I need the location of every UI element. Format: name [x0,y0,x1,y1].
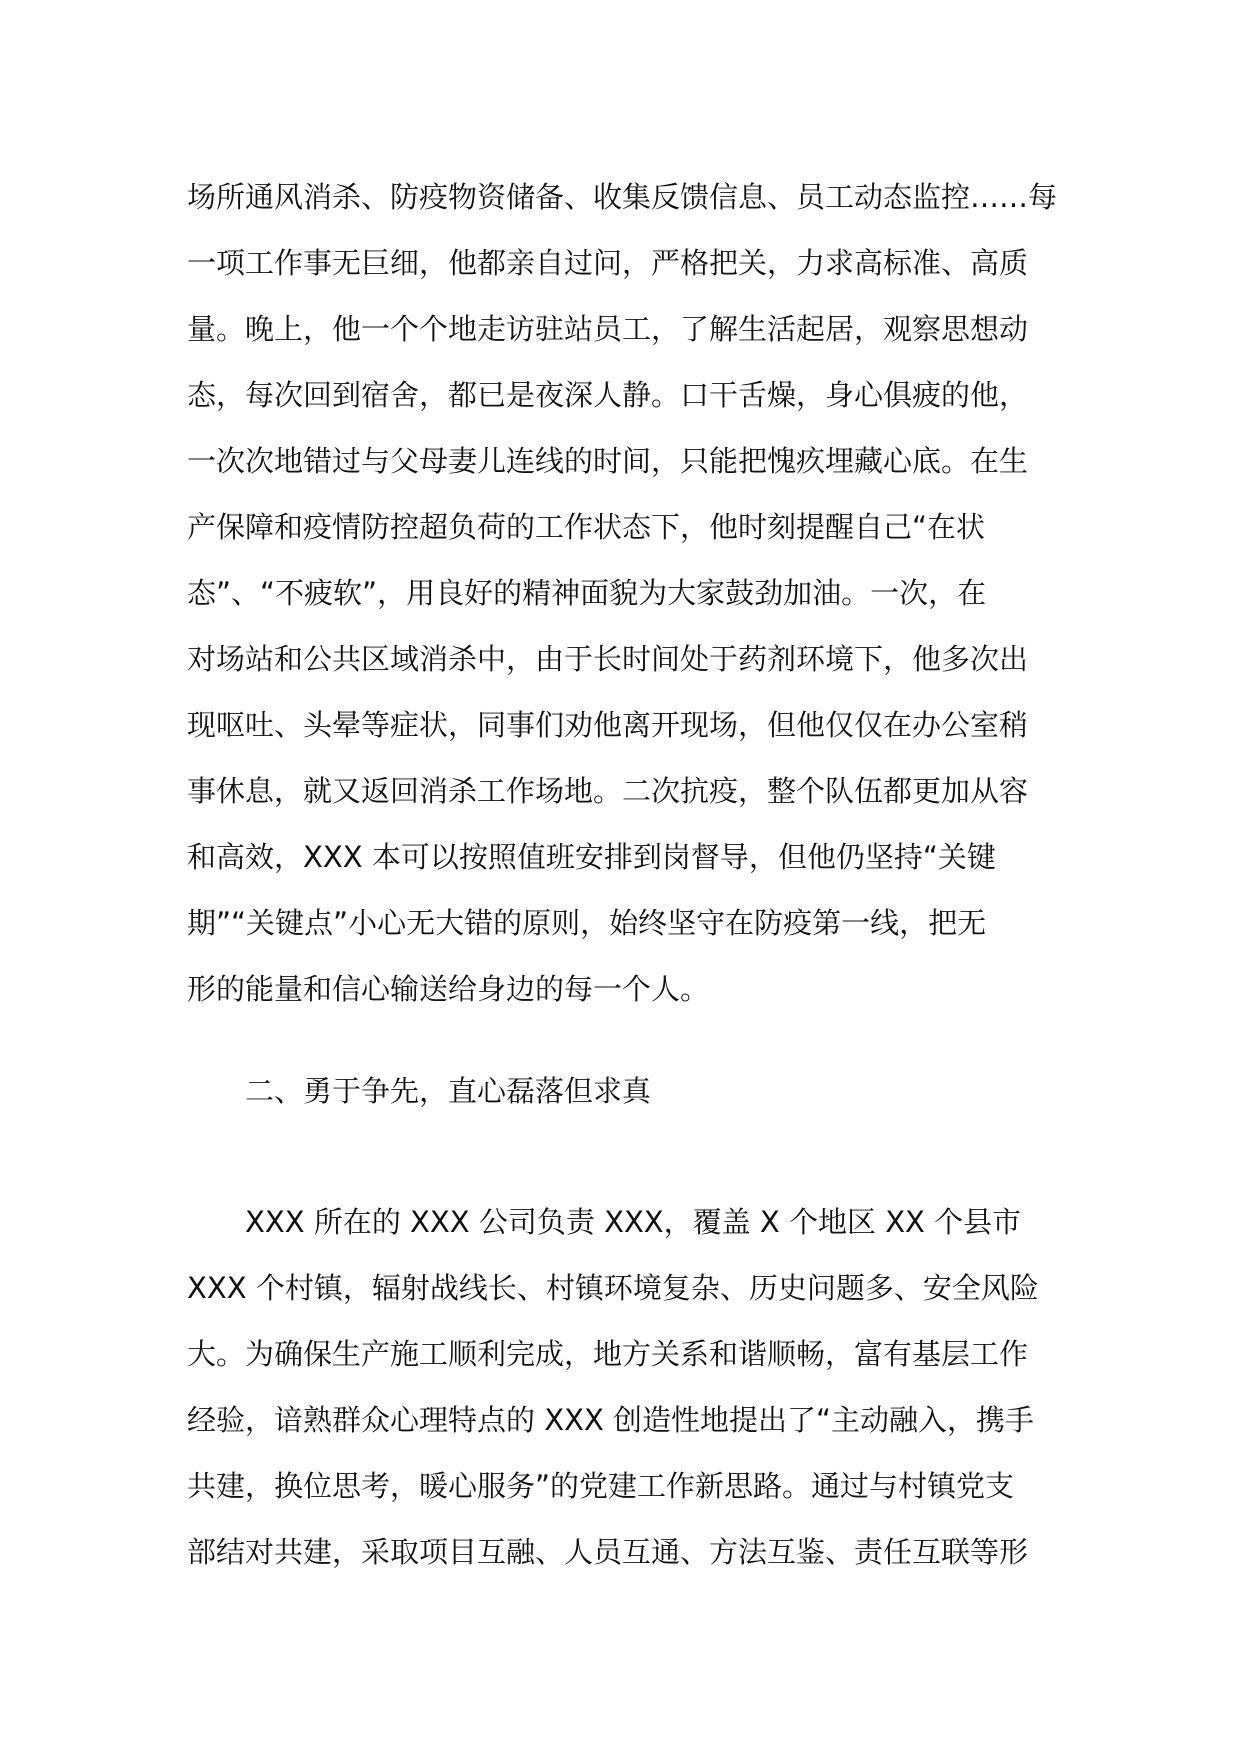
paragraph-line: 共建，换位思考，暖心服务”的党建工作新思路。通过与村镇党支 [187,1469,1015,1503]
paragraph-line: 大。为确保生产施工顺利完成，地方关系和谐顺畅，富有基层工作 [187,1337,1029,1371]
paragraph-line: 一项工作事无巨细，他都亲自过问，严格把关，力求高标准、高质 [187,246,1029,280]
paragraph-line: 期”“关键点”小心无大错的原则，始终坚守在防疫第一线，把无 [187,906,987,940]
paragraph-line: 产保障和疫情防控超负荷的工作状态下，他时刻提醒自己“在状 [187,510,986,544]
body-paragraph [187,164,1057,1022]
body-paragraph [187,1189,1057,1585]
paragraph-line: 对场站和公共区域消杀中，由于长时间处于药剂环境下，他多次出 [187,642,1029,676]
paragraph-line: 态”、“不疲软”，用良好的精神面貌为大家鼓劲加油。一次，在 [187,576,987,610]
paragraph-line: 部结对共建，采取项目互融、人员互通、方法互鉴、责任互联等形 [187,1535,1029,1569]
section-heading: 二、勇于争先，直心磊落但求真 [245,1074,652,1108]
section-heading-block [187,1058,1057,1124]
paragraph-line: 一次次地错过与父母妻儿连线的时间，只能把愧疚埋藏心底。在生 [187,444,1029,478]
paragraph-line: 场所通风消杀、防疫物资储备、收集反馈信息、员工动态监控……每 [187,180,1058,214]
paragraph-line: 事休息，就又返回消杀工作场地。二次抗疫，整个队伍都更加从容 [187,774,1029,808]
paragraph-line: 态，每次回到宿舍，都已是夜深人静。口干舌燥，身心俱疲的他， [187,378,1029,412]
paragraph-line: XXX 个村镇，辐射战线长、村镇环境复杂、历史问题多、安全风险 [187,1271,1039,1305]
paragraph-line: 量。晚上，他一个个地走访驻站员工，了解生活起居，观察思想动 [187,312,1029,346]
paragraph-line: 经验，谙熟群众心理特点的 XXX 创造性地提出了“主动融入，携手 [187,1403,1035,1437]
paragraph-line: 和高效，XXX 本可以按照值班安排到岗督导，但他仍坚持“关键 [187,840,996,874]
paragraph-line: XXX 所在的 XXX 公司负责 XXX，覆盖 X 个地区 XX 个县市 [245,1205,1022,1239]
paragraph-line: 现呕吐、头晕等症状，同事们劝他离开现场，但他仅仅在办公室稍 [187,708,1029,742]
paragraph-line: 形的能量和信心输送给身边的每一个人。 [187,972,710,1006]
